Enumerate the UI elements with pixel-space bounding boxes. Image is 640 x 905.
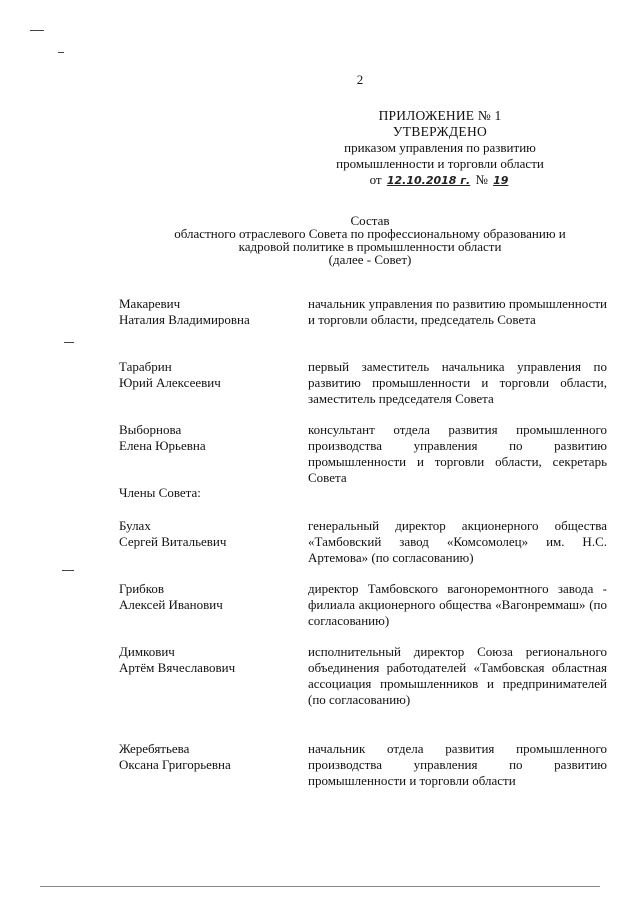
member-role: генеральный директор акционерного общества «Тамбовский завод «Комсомолец» им. Н.С. Артемова» (по согласованию) [308,518,607,565]
member-surname: Выборнова [119,422,182,437]
page-number: 2 [356,72,364,87]
member-role: первый заместитель начальника управления по развитию промышленности и торговли области, заместитель председателя Совета [308,359,607,406]
member-given-names: Юрий Алексеевич [119,375,221,390]
title-line-2: областного отраслевого Совета по профессиональному образованию и [174,226,566,241]
scan-artifact [40,886,600,887]
member-surname: Грибков [119,581,165,596]
member-name [119,296,294,328]
member-surname: Булах [119,518,151,533]
member-surname: Жеребятьева [119,741,190,756]
approval-line-2: промышленности и торговли области [336,156,544,171]
document-title [150,214,590,266]
title-line-1: Состав [350,213,390,228]
scan-artifact [62,570,74,571]
member-name [119,581,294,613]
member-role: начальник управления по развитию промышленности и торговли области, председатель Совета [308,296,607,327]
approved-label: УТВЕРЖДЕНО [392,124,488,139]
appendix-title: ПРИЛОЖЕНИЕ № 1 [378,108,502,123]
approval-date-line [300,172,580,189]
scan-artifact [30,30,44,31]
scan-artifact [58,52,64,53]
number-prefix: № [475,172,488,187]
member-surname: Макаревич [119,296,181,311]
member-given-names: Оксана Григорьевна [119,757,231,772]
date-value: 12.10.2018 г. [386,174,471,187]
member-name [119,518,294,550]
member-name [119,644,294,676]
member-surname: Димкович [119,644,175,659]
member-role: консультант отдела развития промышленного производства управления по развитию промышленности и торговли области, секретарь Совета [308,422,607,485]
member-given-names: Елена Юрьевна [119,438,206,453]
member-role: исполнительный директор Союза регионального объединения работодателей «Тамбовская областная ассоциация промышленников и предпринимателей (по согласованию) [308,644,607,707]
number-value: 19 [493,174,509,187]
date-prefix: от [369,172,382,187]
member-name [119,422,294,454]
title-line-4: (далее - Совет) [328,252,412,267]
member-given-names: Алексей Иванович [119,597,223,612]
member-name [119,359,294,391]
member-role: директор Тамбовского вагоноремонтного завода - филиала акционерного общества «Вагонреммаш» (по согласованию) [308,581,607,628]
member-name [119,741,294,773]
member-given-names: Артём Вячеславович [119,660,236,675]
member-role: начальник отдела развития промышленного производства управления по развитию промышленности и торговли области [308,741,607,788]
member-surname: Тарабрин [119,359,172,374]
member-given-names: Наталия Владимировна [119,312,250,327]
approval-line-1: приказом управления по развитию [344,140,536,155]
member-given-names: Сергей Витальевич [119,534,227,549]
title-line-3: кадровой политике в промышленности области [238,239,502,254]
members-label: Члены Совета: [119,485,201,500]
scan-artifact [64,342,74,343]
approval-block [300,108,580,189]
